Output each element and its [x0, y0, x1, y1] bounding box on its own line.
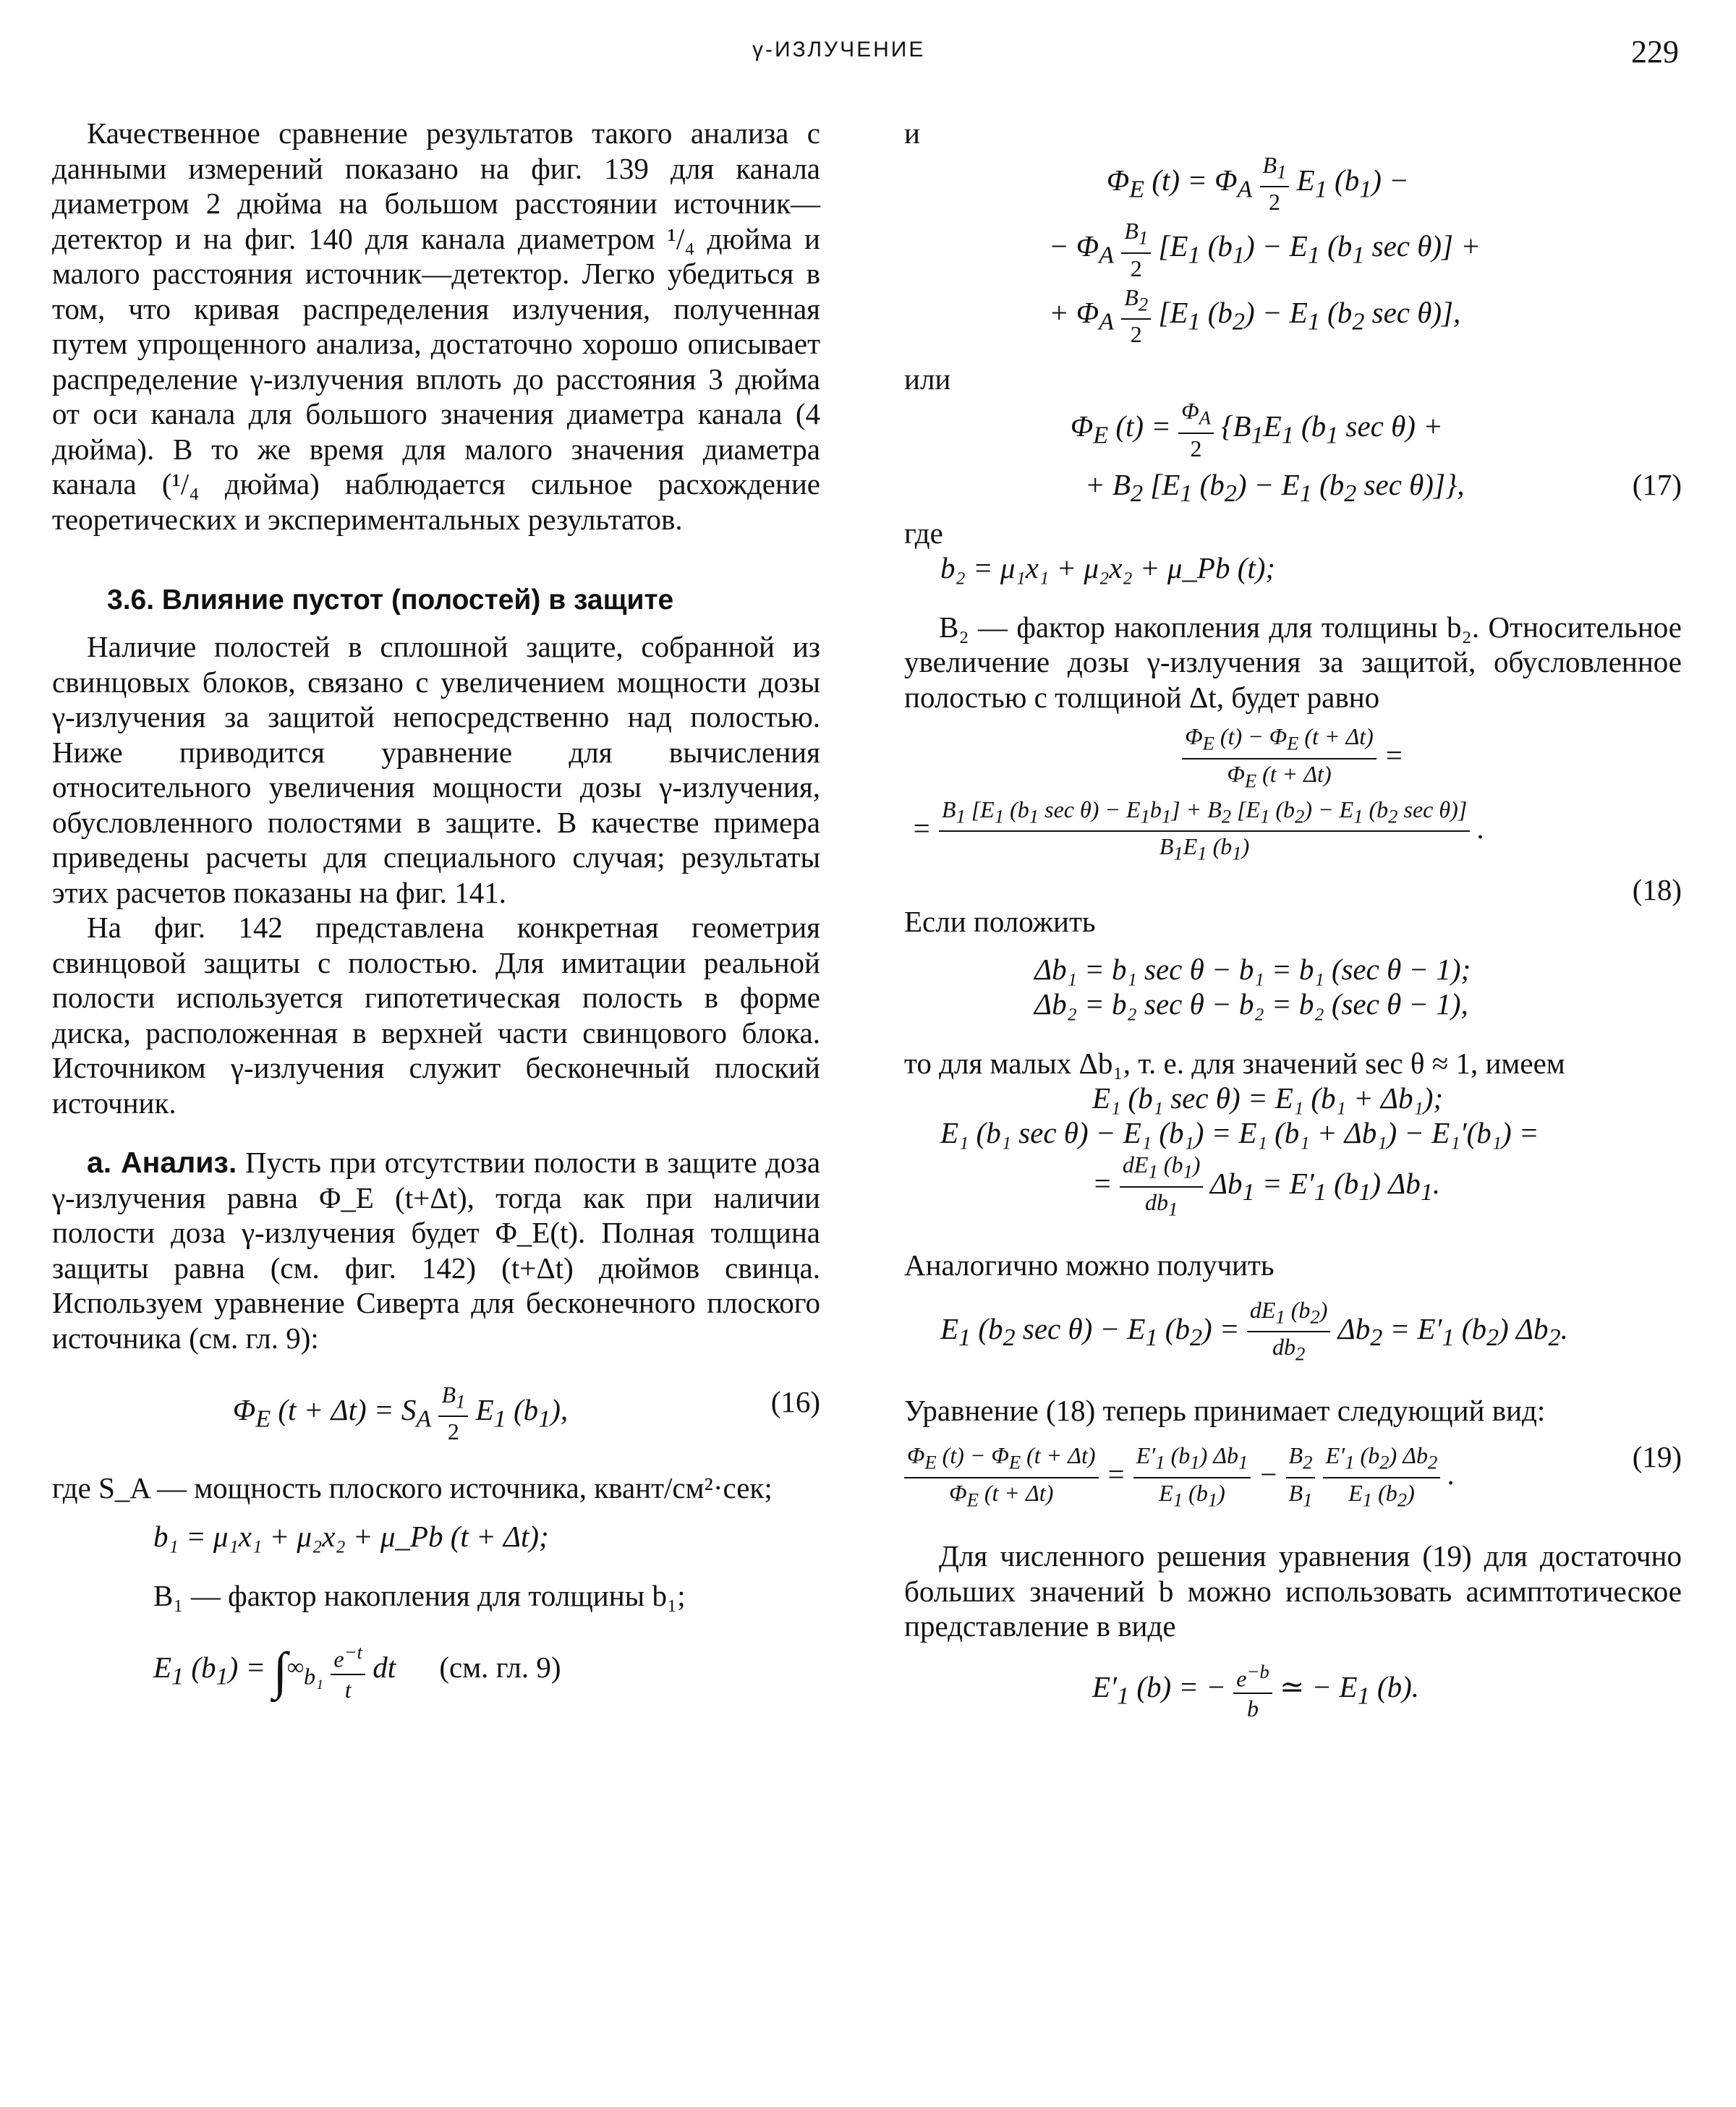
running-title: γ-ИЗЛУЧЕНИЕ: [752, 38, 926, 61]
delta-b2: Δb₂ = b₂ sec θ − b₂ = b₂ (sec θ − 1),: [1034, 987, 1468, 1021]
equation-18: $\frac{\Phi_E (t) - \Phi_E (t + \Delta t)}{\Phi_E (t + \Delta t)}$ =: [904, 722, 1682, 795]
equation-number-19: (19): [1632, 1440, 1682, 1474]
equation-phi-line2: − $\Phi_A$ $\frac{B_1}{2}$ [$E_1$ $(b_1) - E_1$ ($b_1$ sec θ)] +: [1049, 218, 1481, 281]
equation-derivative-b2: $E_1$ ($b_2$ $\sec \theta) - E_1$ $(b_2)$ = $\frac{dE_1 (b_2)}{db_2}$ $\Delta b_2 = E'_1$ $(b_2)$ $\Delta b_2$.: [940, 1297, 1568, 1365]
E1-shift: E₁ (b₁ sec θ) = E₁ (b₁ + Δb₁);: [1092, 1081, 1444, 1115]
equation-19-intro: Уравнение (18) теперь принимает следующий вид:: [904, 1393, 1546, 1427]
paragraph-asymptotic: Для численного решения уравнения (19) для достаточно больших значений b можно использовать асимптотическое представление в виде: [904, 1539, 1682, 1643]
page-number: 229: [1631, 34, 1679, 69]
equation-asymptotic: $E'_1$ (b) = − $\frac{e^{-b}}{b}$ ≃ − $E_1$ (b).: [904, 1657, 1682, 1724]
analogously: Аналогично можно получить: [904, 1248, 1275, 1282]
if-set: Если положить: [904, 904, 1096, 938]
equation-number-17: (17): [1632, 467, 1682, 501]
E1-difference: E₁ (b₁ sec θ) − E₁ (b₁) = E₁ (b₁ + Δb₁) − E₁′(b₁) =: [940, 1116, 1539, 1150]
analysis-lead: а. Анализ.: [87, 1146, 237, 1179]
then-for-small: то для малых Δb₁, т. е. для значений sec θ ≈ 1, имеем: [904, 1046, 1565, 1080]
equation-18-rhs: = $\frac{B_1 [E_1 (b_1 \sec \theta) - E_1b_1] + B_2 [E_1 (b_2) - E_1 (b_2 \sec \theta)]}{B_1E_1 (b_1)}$ .: [911, 796, 1485, 864]
delta-b1: Δb₁ = b₁ sec θ − b₁ = b₁ (sec θ − 1);: [1034, 952, 1471, 986]
equation-phi-expansion: $\Phi_E$ $(t) = \Phi_A$ $\frac{B_1}{2}$ $E_1$ $(b_1)$ −: [1107, 152, 1409, 216]
b1-definition: b₁ = μ₁x₁ + μ₂x₂ + μ_Pb (t + Δt);: [153, 1519, 549, 1553]
paragraph-geometry: На фиг. 142 представлена конкретная геометрия свинцовой защиты с полостью. Для имитации реальной полости используется гипотетическая полость в форме диска, расположенная в верхней части свинцового блока. Источником γ-излучения служит бесконечный плоский источник.: [52, 911, 820, 1120]
equation-16: $\Phi_E$ $(t + \Delta t) = S_A$ $\frac{B_1}{2}$ $E_1$ $(b_1)$, (16): [233, 1382, 820, 1445]
where-source-strength: где S_A — мощность плоского источника, квант/см²·сек;: [52, 1471, 773, 1505]
paragraph-relative-increase: B₂ — фактор накопления для толщины b₂. Относительное увеличение дозы γ-излучения за защитой, обусловленное полостью с толщиной Δt, будет равно: [904, 610, 1682, 714]
B1-definition: B₁ — фактор накопления для толщины b₁;: [153, 1578, 686, 1612]
equation-number-18: (18): [1632, 872, 1682, 906]
equation-19: $\frac{\Phi_E (t) - \Phi_E (t + \Delta t)}{\Phi_E (t + \Delta t)}$ = $\frac{E'_1 (b_1) \Delta b_1}{E_1 (b_1)}$ − $\frac{B_2}{B_1}$ $\frac{E'_1 (b_2) \Delta b_2}{E_1 (b_2)}$ . (19): [904, 1441, 1682, 1514]
equation-17-line2: + $B_2$ [$E_1$ $(b_2) - E_1$ ($b_2$ sec θ)]}, (17): [904, 463, 1682, 516]
see-chapter-9: (см. гл. 9): [439, 1651, 561, 1685]
E1-integral: $E_1$ $(b_1) = \int^\infty_{b_1}$ $\frac{e^{-t}}{t}$ dt (см. гл. 9): [52, 1638, 820, 1706]
equation-phi-line3: + $\Phi_A$ $\frac{B_2}{2}$ [$E_1$ $(b_2) - E_1$ ($b_2$ sec θ)],: [1049, 284, 1461, 348]
section-heading: 3.6. Влияние пустот (полостей) в защите: [107, 584, 674, 616]
word-where: где: [904, 516, 943, 550]
paragraph-comparison: Качественное сравнение результатов такого анализа с данными измерений показано на фиг. 139 для канала диаметром 2 дюйма на большом расстоянии источник—детектор и на фиг. 140 для канала диаметром ¹/₄ дюйма и малого расстояния источник—детектор. Легко убедиться в том, что кривая распределения излучения, полученная путем упрощенного анализа, достаточно хорошо описывает распределение γ-излучения вплоть до расстояния 3 дюйма от оси канала для большого значения диаметра канала (4 дюйма). В то же время для малого значения диаметра канала (¹/₄ дюйма) наблюдается сильное расхождение теоретических и экспериментальных результатов.: [52, 116, 820, 536]
equation-derivative: = $\frac{dE_1 (b_1)}{db_1}$ $\Delta b_1 = E'_1$ $(b_1)$ $\Delta b_1$.: [1092, 1152, 1441, 1220]
word-and: и: [904, 116, 920, 150]
equation-17: $\Phi_E$ (t) = $\frac{\Phi_A}{2}$ {$B_1E_1$ ($b_1$ sec θ) +: [1071, 398, 1443, 461]
word-or: или: [904, 362, 951, 396]
equation-number-16: (16): [770, 1385, 820, 1418]
b2-definition: b₂ = μ₁x₁ + μ₂x₂ + μ_Pb (t);: [940, 550, 1276, 584]
analysis-text: Пусть при отсутствии полости в защите доза γ-излучения равна Φ_E (t+Δt), тогда как при наличии полости доза γ-излучения будет Φ_E(t). Полная толщина защиты равна (см. фиг. 142) (t+Δt) дюймов свинца. Используем уравнение Сиверта для бесконечного плоского источника (см. гл. 9):: [52, 1146, 821, 1355]
left-column: [52, 116, 820, 1706]
right-column: [904, 116, 1682, 1723]
paragraph-cavities: Наличие полостей в сплошной защите, собранной из свинцовых блоков, связано с увеличением мощности дозы γ-излучения за защитой непосредственно над полостью. Ниже приводится уравнение для вычисления относительного увеличения мощности дозы γ-излучения, обусловленного полостями в защите. В качестве примера приведены расчеты для специального случая; результаты этих расчетов показаны на фиг. 141.: [52, 630, 820, 909]
paragraph-analysis: [52, 1145, 820, 1355]
